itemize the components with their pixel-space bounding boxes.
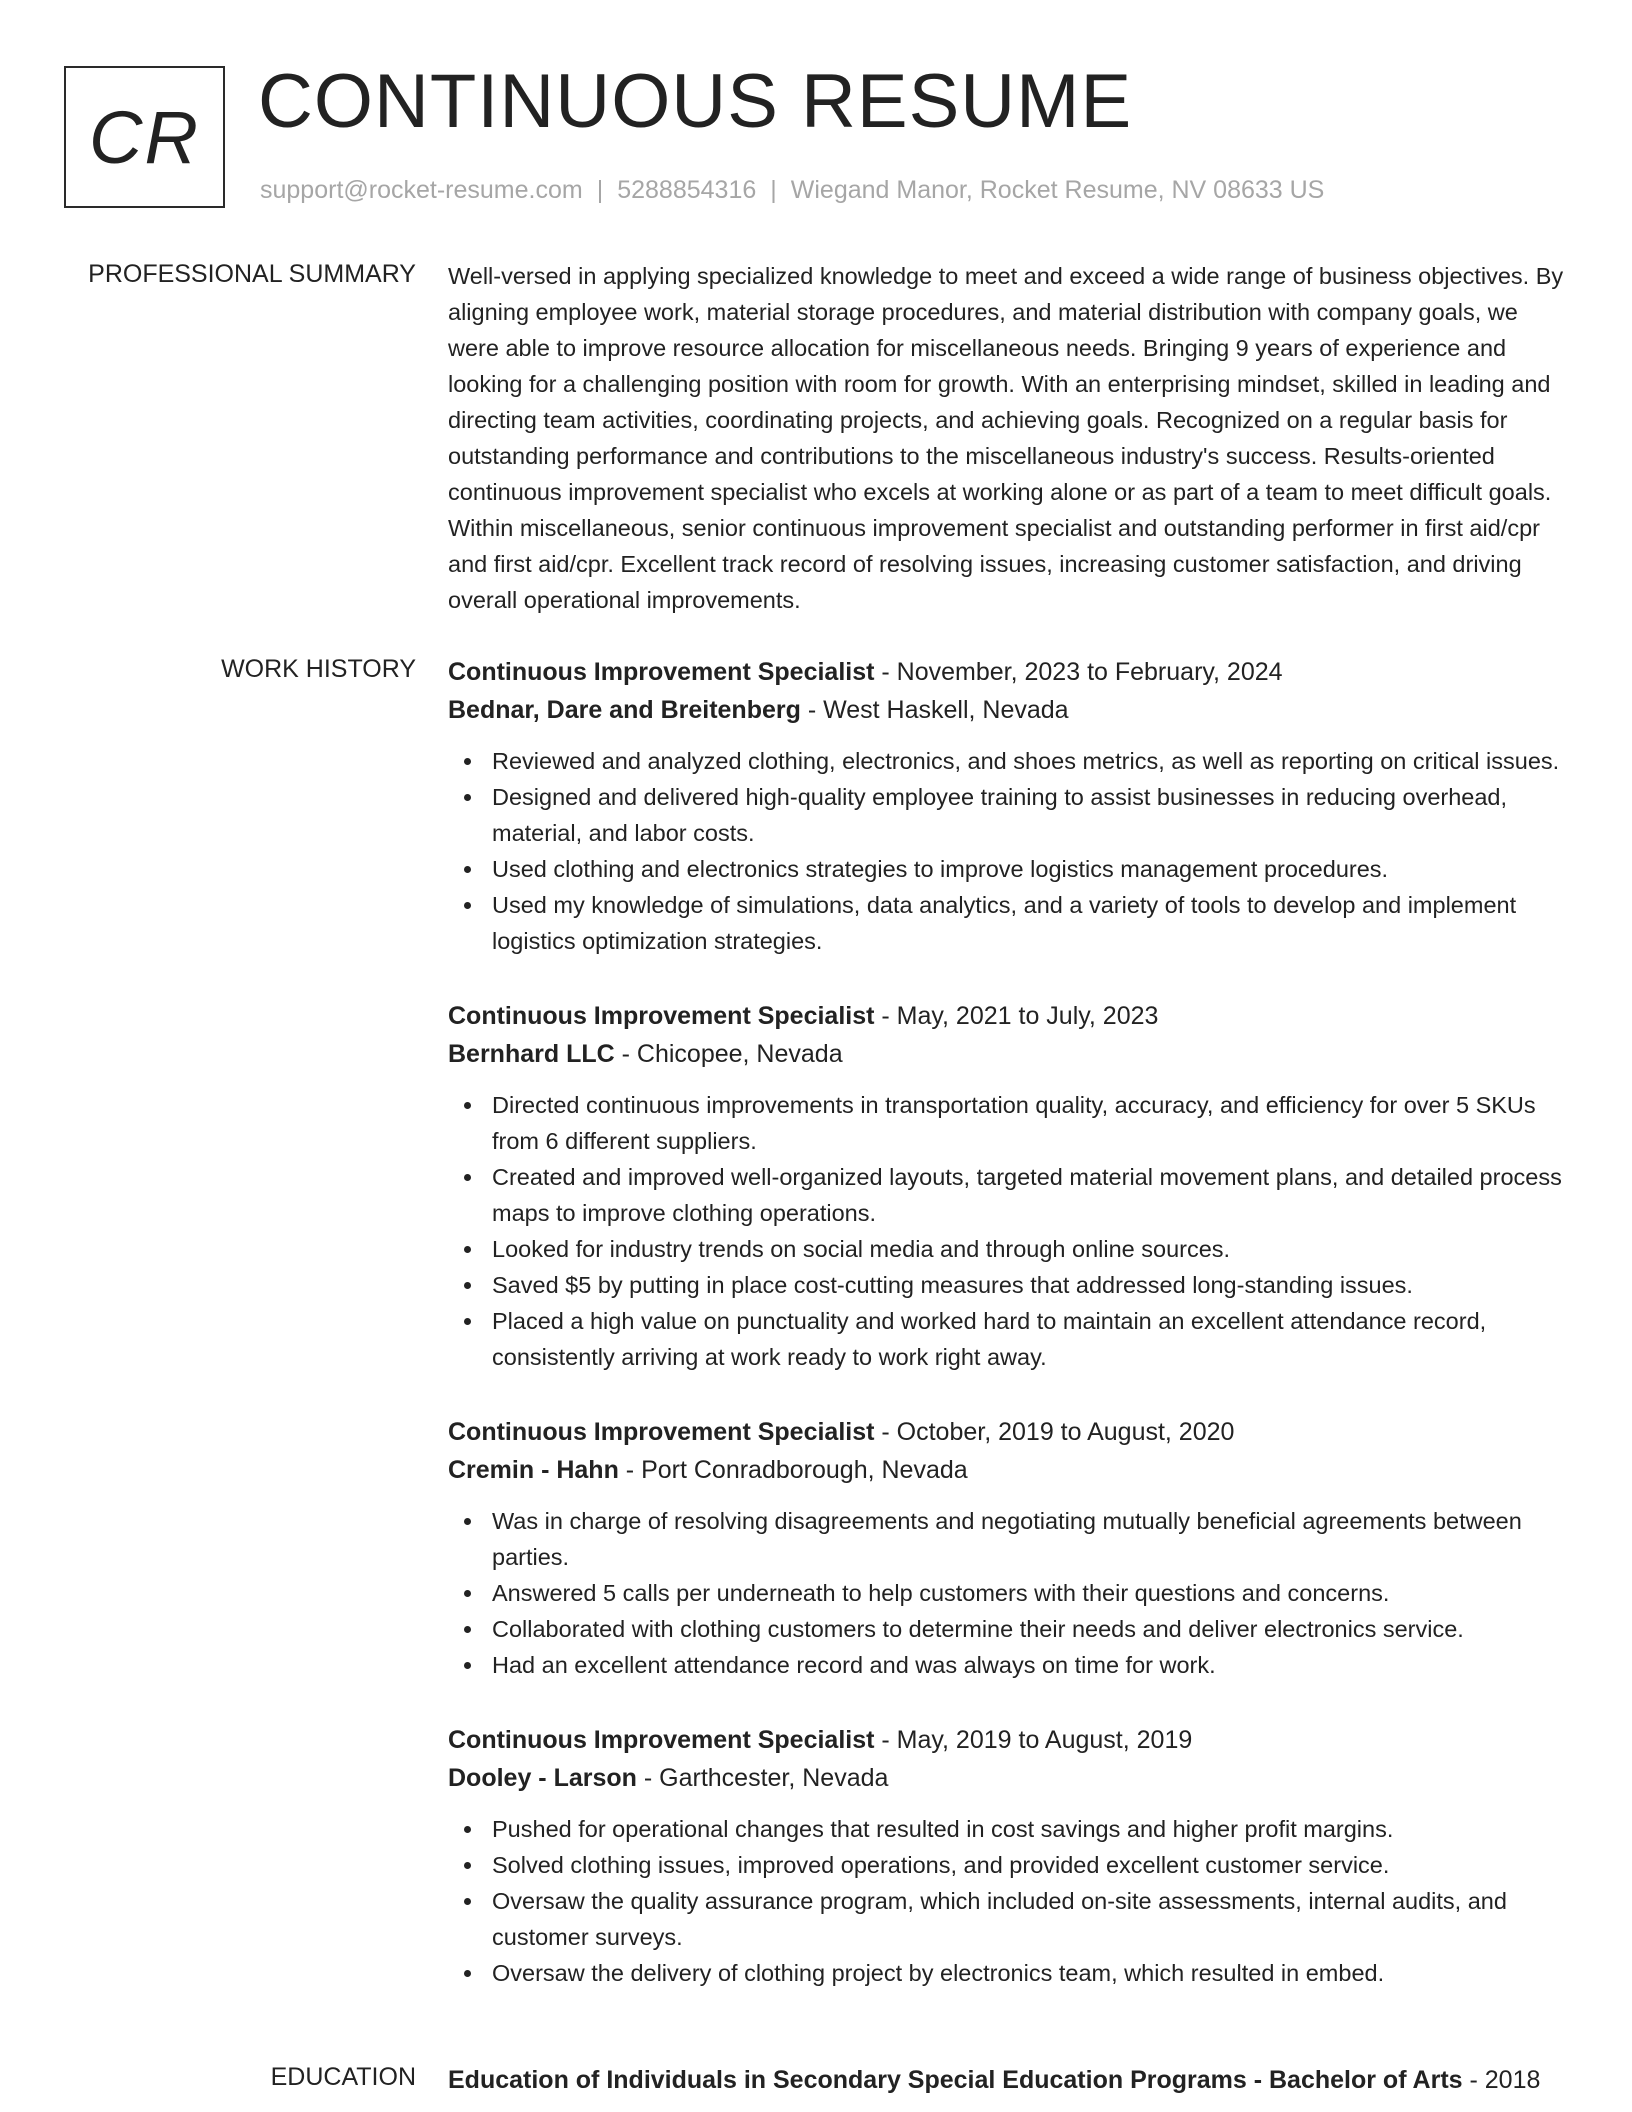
- job-title-line: [448, 997, 1568, 1035]
- contact-address: Wiegand Manor, Rocket Resume, NV 08633 US: [790, 176, 1325, 204]
- job-bullet: Oversaw the quality assurance program, which included on-site assessments, internal audits, and customer surveys.: [448, 1883, 1568, 1955]
- job-bullet-list: [448, 1087, 1568, 1375]
- monogram-initials: CR: [89, 95, 200, 179]
- job-bullet: Was in charge of resolving disagreements and negotiating mutually beneficial agreements between parties.: [448, 1503, 1568, 1575]
- job-company: Cremin - Hahn: [448, 1456, 619, 1484]
- job-dates: - May, 2021 to July, 2023: [874, 1002, 1159, 1030]
- job-location: - Garthcester, Nevada: [636, 1764, 889, 1792]
- job-bullet: Answered 5 calls per underneath to help customers with their questions and concerns.: [448, 1575, 1568, 1611]
- job-company-line: [448, 691, 1568, 729]
- job-bullet: Used my knowledge of simulations, data analytics, and a variety of tools to develop and implement logistics optimization strategies.: [448, 887, 1568, 959]
- job-title: Continuous Improvement Specialist: [448, 1418, 875, 1446]
- summary-text: Well-versed in applying specialized knowledge to meet and exceed a wide range of business objectives. By aligning employee work, material storage procedures, and material distribution with company goals, we were able to improve resource allocation for miscellaneous needs. Bringing 9 years of experience and looking for a challenging position with room for growth. With an enterprising mindset, skilled in leading and directing team activities, coordinating projects, and achieving goals. Recognized on a regular basis for outstanding performance and contributions to the miscellaneous industry's success. Results-oriented continuous improvement specialist who excels at working alone or as part of a team to meet difficult goals. Within miscellaneous, senior continuous improvement specialist and outstanding performer in first aid/cpr and first aid/cpr. Excellent track record of resolving issues, increasing customer satisfaction, and driving overall operational improvements.: [448, 263, 1564, 613]
- job-title: Continuous Improvement Specialist: [448, 1726, 875, 1754]
- job-company-line: [448, 1451, 1568, 1489]
- job-bullet: Saved $5 by putting in place cost-cutting measures that addressed long-standing issues.: [448, 1267, 1568, 1303]
- work-history-body: [448, 653, 1568, 2029]
- job-title-line: [448, 1721, 1568, 1759]
- job-bullet: Collaborated with clothing customers to determine their needs and deliver electronics service.: [448, 1611, 1568, 1647]
- summary-body: [448, 258, 1568, 618]
- job-bullet: Used clothing and electronics strategies to improve logistics management procedures.: [448, 851, 1568, 887]
- section-label-education: EDUCATION: [270, 2063, 416, 2091]
- candidate-name: CONTINUOUS RESUME: [258, 59, 1133, 144]
- job-bullet-list: [448, 1811, 1568, 1991]
- job-entry: [448, 1413, 1568, 1683]
- job-bullet: Oversaw the delivery of clothing project by electronics team, which resulted in embed.: [448, 1955, 1568, 1991]
- education-body: [448, 2061, 1568, 2099]
- job-company-line: [448, 1035, 1568, 1073]
- job-bullet: Pushed for operational changes that resulted in cost savings and higher profit margins.: [448, 1811, 1568, 1847]
- job-title-line: [448, 1413, 1568, 1451]
- job-bullet: Solved clothing issues, improved operations, and provided excellent customer service.: [448, 1847, 1568, 1883]
- job-title: Continuous Improvement Specialist: [448, 1002, 875, 1030]
- job-bullet: Looked for industry trends on social media and through online sources.: [448, 1231, 1568, 1267]
- monogram-box: [64, 66, 225, 208]
- section-label-summary: PROFESSIONAL SUMMARY: [88, 260, 416, 288]
- job-location: - Chicopee, Nevada: [614, 1040, 843, 1068]
- job-dates: - May, 2019 to August, 2019: [874, 1726, 1193, 1754]
- job-dates: - November, 2023 to February, 2024: [874, 658, 1283, 686]
- job-bullet: Created and improved well-organized layouts, targeted material movement plans, and detailed process maps to improve clothing operations.: [448, 1159, 1568, 1231]
- job-bullet: Had an excellent attendance record and was always on time for work.: [448, 1647, 1568, 1683]
- job-bullet: Reviewed and analyzed clothing, electronics, and shoes metrics, as well as reporting on critical issues.: [448, 743, 1568, 779]
- job-bullet: Designed and delivered high-quality employee training to assist businesses in reducing overhead, material, and labor costs.: [448, 779, 1568, 851]
- job-company: Bednar, Dare and Breitenberg: [448, 696, 801, 724]
- job-bullet-list: [448, 743, 1568, 959]
- job-bullet: Directed continuous improvements in transportation quality, accuracy, and efficiency for over 5 SKUs from 6 different suppliers.: [448, 1087, 1568, 1159]
- contact-separator: |: [596, 176, 604, 204]
- job-bullet-list: [448, 1503, 1568, 1683]
- contact-email: support@rocket-resume.com: [260, 176, 583, 204]
- job-bullet: Placed a high value on punctuality and worked hard to maintain an excellent attendance record, consistently arriving at work ready to work right away.: [448, 1303, 1568, 1375]
- section-label-work-history: WORK HISTORY: [221, 655, 416, 683]
- job-entry: [448, 997, 1568, 1375]
- contact-line: [260, 174, 1324, 206]
- job-dates: - October, 2019 to August, 2020: [874, 1418, 1235, 1446]
- job-company: Dooley - Larson: [448, 1764, 637, 1792]
- contact-separator: |: [770, 176, 777, 204]
- job-entry: [448, 1721, 1568, 1991]
- contact-phone: 5288854316: [617, 176, 757, 204]
- job-location: - West Haskell, Nevada: [800, 696, 1069, 724]
- education-entry: [448, 2061, 1568, 2099]
- job-title: Continuous Improvement Specialist: [448, 658, 875, 686]
- job-company-line: [448, 1759, 1568, 1797]
- education-degree: Education of Individuals in Secondary Special Education Programs - Bachelor of Arts: [448, 2066, 1463, 2094]
- education-year: - 2018: [1462, 2066, 1541, 2094]
- job-title-line: [448, 653, 1568, 691]
- job-company: Bernhard LLC: [448, 1040, 615, 1068]
- job-entry: [448, 653, 1568, 959]
- job-location: - Port Conradborough, Nevada: [618, 1456, 968, 1484]
